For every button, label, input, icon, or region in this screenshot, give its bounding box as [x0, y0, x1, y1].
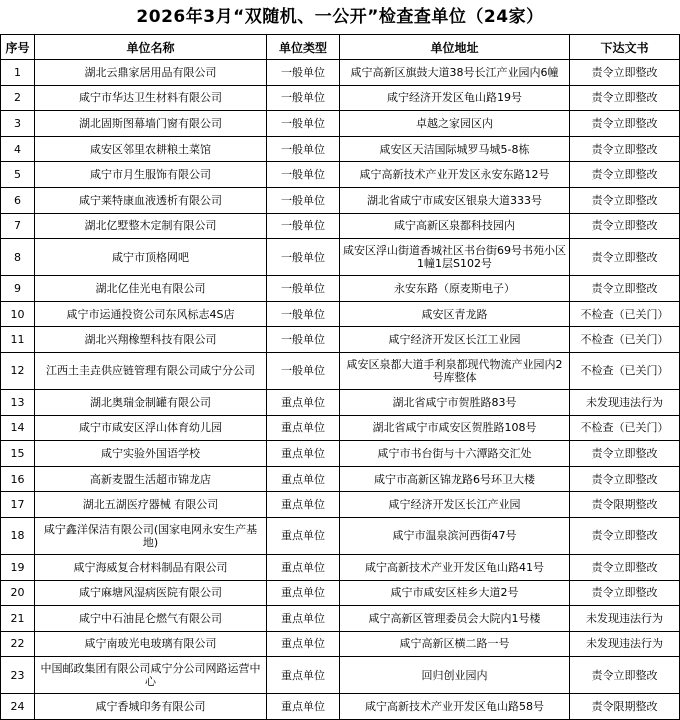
cell-address: 咸宁市温泉滨河西街47号 — [340, 517, 570, 554]
table-row — [1, 554, 680, 580]
cell-name: 咸安区邻里农耕粮土菜馆 — [35, 136, 267, 162]
page-title: 2026年3月“双随机、一公开”检查查单位（24家） — [136, 7, 544, 27]
cell-name: 咸宁鑫洋保洁有限公司(国家电网永安生产基地) — [35, 517, 267, 554]
table-row — [1, 415, 680, 441]
cell-type: 一般单位 — [267, 239, 340, 276]
cell-type: 重点单位 — [267, 441, 340, 467]
cell-no: 13 — [1, 389, 35, 415]
cell-type: 一般单位 — [267, 162, 340, 188]
table-row — [1, 657, 680, 694]
cell-type: 一般单位 — [267, 327, 340, 353]
cell-name: 咸宁海威复合材料制品有限公司 — [35, 554, 267, 580]
cell-doc: 责令立即整改 — [570, 136, 680, 162]
cell-name: 咸宁麻塘风湿病医院有限公司 — [35, 580, 267, 606]
cell-no: 1 — [1, 60, 35, 86]
cell-no: 12 — [1, 352, 35, 389]
table-row — [1, 60, 680, 86]
table-row — [1, 301, 680, 327]
table-row — [1, 187, 680, 213]
cell-address: 咸安区青龙路 — [340, 301, 570, 327]
cell-no: 23 — [1, 657, 35, 694]
table-row — [1, 85, 680, 111]
header-name: 单位名称 — [35, 35, 267, 60]
cell-doc: 责令立即整改 — [570, 111, 680, 137]
table-row — [1, 162, 680, 188]
header-address: 单位地址 — [340, 35, 570, 60]
cell-address: 咸安区天洁国际城罗马城5-8栋 — [340, 136, 570, 162]
cell-address: 湖北省咸宁市咸安区贺胜路108号 — [340, 415, 570, 441]
cell-no: 14 — [1, 415, 35, 441]
table-row — [1, 441, 680, 467]
table-row — [1, 517, 680, 554]
cell-doc: 责令立即整改 — [570, 466, 680, 492]
cell-address: 咸宁高新区泉都科技园内 — [340, 213, 570, 239]
cell-doc: 不检查（已关门） — [570, 352, 680, 389]
cell-doc: 责令立即整改 — [570, 580, 680, 606]
cell-address: 湖北省咸宁市贺胜路83号 — [340, 389, 570, 415]
cell-name: 湖北固斯图幕墙门窗有限公司 — [35, 111, 267, 137]
header-doc: 下达文书 — [570, 35, 680, 60]
table-row — [1, 276, 680, 302]
cell-address: 咸宁经济开发区龟山路19号 — [340, 85, 570, 111]
cell-doc: 责令立即整改 — [570, 162, 680, 188]
cell-type: 一般单位 — [267, 276, 340, 302]
cell-address: 咸宁高新技术产业开发区永安东路12号 — [340, 162, 570, 188]
cell-type: 重点单位 — [267, 606, 340, 632]
cell-name: 咸宁市咸安区浮山体育幼儿园 — [35, 415, 267, 441]
cell-name: 江西土圭垚供应链管理有限公司咸宁分公司 — [35, 352, 267, 389]
cell-no: 11 — [1, 327, 35, 353]
cell-name: 咸宁中石油昆仑燃气有限公司 — [35, 606, 267, 632]
cell-no: 16 — [1, 466, 35, 492]
cell-address: 咸宁高新区横二路一号 — [340, 631, 570, 657]
cell-doc: 责令立即整改 — [570, 239, 680, 276]
cell-address: 卓越之家园区内 — [340, 111, 570, 137]
cell-doc: 责令限期整改 — [570, 694, 680, 720]
table-row — [1, 352, 680, 389]
cell-type: 一般单位 — [267, 60, 340, 86]
cell-doc: 责令立即整改 — [570, 187, 680, 213]
cell-address: 咸宁高新区管理委员会大院内1号楼 — [340, 606, 570, 632]
cell-name: 咸宁实验外国语学校 — [35, 441, 267, 467]
cell-address: 咸宁市高新区锦龙路6号环卫大楼 — [340, 466, 570, 492]
cell-address: 咸宁市咸安区桂乡大道2号 — [340, 580, 570, 606]
cell-name: 咸宁南玻光电玻璃有限公司 — [35, 631, 267, 657]
cell-doc: 责令立即整改 — [570, 657, 680, 694]
cell-type: 重点单位 — [267, 415, 340, 441]
table-row — [1, 466, 680, 492]
cell-no: 21 — [1, 606, 35, 632]
cell-name: 湖北五湖医疗器械 有限公司 — [35, 492, 267, 518]
cell-no: 9 — [1, 276, 35, 302]
cell-type: 重点单位 — [267, 580, 340, 606]
cell-doc: 不检查（已关门） — [570, 301, 680, 327]
cell-doc: 责令立即整改 — [570, 213, 680, 239]
cell-type: 重点单位 — [267, 657, 340, 694]
table-row — [1, 136, 680, 162]
cell-doc: 不检查（已关门） — [570, 327, 680, 353]
cell-type: 重点单位 — [267, 517, 340, 554]
cell-name: 湖北云鼎家居用品有限公司 — [35, 60, 267, 86]
table-row — [1, 389, 680, 415]
cell-no: 20 — [1, 580, 35, 606]
cell-address: 咸宁高新技术产业开发区龟山路58号 — [340, 694, 570, 720]
table-row — [1, 580, 680, 606]
cell-no: 2 — [1, 85, 35, 111]
cell-address: 永安东路（原麦斯电子） — [340, 276, 570, 302]
cell-no: 17 — [1, 492, 35, 518]
cell-type: 一般单位 — [267, 85, 340, 111]
cell-no: 3 — [1, 111, 35, 137]
cell-type: 一般单位 — [267, 352, 340, 389]
header-type: 单位类型 — [267, 35, 340, 60]
cell-address: 咸宁经济开发区长江产业园 — [340, 492, 570, 518]
cell-no: 8 — [1, 239, 35, 276]
cell-type: 一般单位 — [267, 301, 340, 327]
cell-type: 重点单位 — [267, 554, 340, 580]
cell-doc: 责令立即整改 — [570, 60, 680, 86]
cell-type: 重点单位 — [267, 466, 340, 492]
inspection-table — [0, 34, 680, 720]
cell-type: 重点单位 — [267, 694, 340, 720]
cell-type: 重点单位 — [267, 631, 340, 657]
cell-doc: 责令限期整改 — [570, 492, 680, 518]
cell-doc: 未发现违法行为 — [570, 389, 680, 415]
cell-name: 咸宁市运通投资公司东风标志4S店 — [35, 301, 267, 327]
cell-address: 湖北省咸宁市咸安区银泉大道333号 — [340, 187, 570, 213]
table-row — [1, 111, 680, 137]
cell-no: 7 — [1, 213, 35, 239]
cell-no: 10 — [1, 301, 35, 327]
cell-name: 湖北亿佳光电有限公司 — [35, 276, 267, 302]
cell-address: 咸宁市书台街与十六潭路交汇处 — [340, 441, 570, 467]
cell-type: 重点单位 — [267, 389, 340, 415]
cell-name: 咸宁莱特康血液透析有限公司 — [35, 187, 267, 213]
table-body — [1, 60, 680, 720]
cell-name: 高新麦盟生活超市锦龙店 — [35, 466, 267, 492]
cell-address: 咸宁高新区旗鼓大道38号长江产业园内6幢 — [340, 60, 570, 86]
cell-no: 18 — [1, 517, 35, 554]
cell-doc: 责令立即整改 — [570, 85, 680, 111]
cell-no: 24 — [1, 694, 35, 720]
header-no: 序号 — [1, 35, 35, 60]
cell-name: 咸宁香城印务有限公司 — [35, 694, 267, 720]
cell-doc: 责令立即整改 — [570, 517, 680, 554]
cell-doc: 责令立即整改 — [570, 441, 680, 467]
cell-name: 湖北奥瑞金制罐有限公司 — [35, 389, 267, 415]
cell-type: 一般单位 — [267, 213, 340, 239]
cell-name: 湖北兴翔橡塑科技有限公司 — [35, 327, 267, 353]
cell-name: 中国邮政集团有限公司咸宁分公司网路运营中心 — [35, 657, 267, 694]
cell-address: 咸宁经济开发区长江工业园 — [340, 327, 570, 353]
table-row — [1, 239, 680, 276]
cell-doc: 责令立即整改 — [570, 276, 680, 302]
cell-no: 15 — [1, 441, 35, 467]
cell-address: 咸安区浮山街道香城社区书台街69号书苑小区1幢1层S102号 — [340, 239, 570, 276]
cell-doc: 不检查（已关门） — [570, 415, 680, 441]
table-row — [1, 606, 680, 632]
cell-type: 一般单位 — [267, 111, 340, 137]
cell-no: 5 — [1, 162, 35, 188]
cell-address: 咸安区泉都大道手利泉都现代物流产业园内2号库整体 — [340, 352, 570, 389]
cell-no: 6 — [1, 187, 35, 213]
cell-type: 一般单位 — [267, 136, 340, 162]
cell-no: 22 — [1, 631, 35, 657]
table-row — [1, 492, 680, 518]
cell-doc: 责令立即整改 — [570, 554, 680, 580]
cell-type: 一般单位 — [267, 187, 340, 213]
table-header-row — [1, 35, 680, 60]
cell-address: 咸宁高新技术产业开发区龟山路41号 — [340, 554, 570, 580]
table-row — [1, 327, 680, 353]
cell-name: 咸宁市月生服饰有限公司 — [35, 162, 267, 188]
table-row — [1, 213, 680, 239]
cell-doc: 未发现违法行为 — [570, 606, 680, 632]
cell-doc: 未发现违法行为 — [570, 631, 680, 657]
cell-address: 回归创业园内 — [340, 657, 570, 694]
cell-no: 19 — [1, 554, 35, 580]
table-row — [1, 631, 680, 657]
cell-name: 湖北亿墅整木定制有限公司 — [35, 213, 267, 239]
cell-name: 咸宁市顶格网吧 — [35, 239, 267, 276]
cell-name: 咸宁市华达卫生材料有限公司 — [35, 85, 267, 111]
cell-no: 4 — [1, 136, 35, 162]
cell-type: 重点单位 — [267, 492, 340, 518]
